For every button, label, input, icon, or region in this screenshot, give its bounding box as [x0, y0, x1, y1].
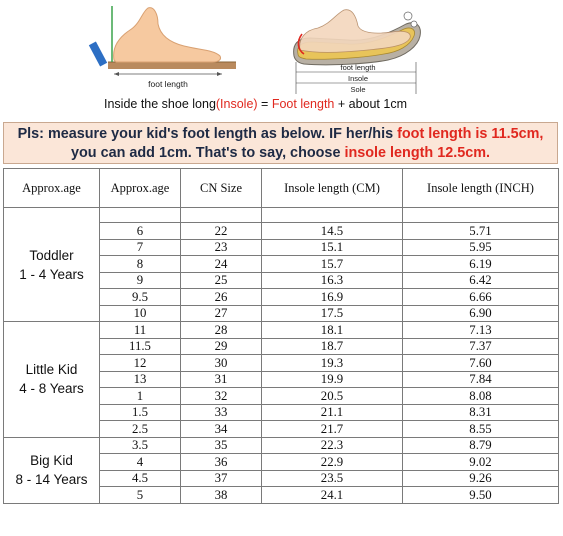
size-cell: 1.5	[100, 404, 181, 421]
insole-inch-cell: 8.08	[403, 388, 559, 405]
size-cell: 4	[100, 454, 181, 471]
measurement-illustration	[0, 0, 563, 120]
caption-prefix: Inside the shoe long	[104, 97, 216, 111]
insole-cm-cell: 23.5	[262, 470, 403, 487]
sole-label: Sole	[350, 85, 366, 94]
cn-size-cell: 28	[181, 322, 262, 339]
size-table-body	[4, 208, 559, 504]
size-cell: 9.5	[100, 289, 181, 306]
age-group-name: Toddler	[29, 247, 74, 263]
header-approx-age-size: Approx.age	[100, 169, 181, 208]
insole-cm-cell: 16.9	[262, 289, 403, 306]
cn-size-cell: 29	[181, 338, 262, 355]
insole-inch-cell: 5.71	[403, 223, 559, 240]
foot-ruler-illustration	[88, 4, 238, 92]
insole-cm-cell: 20.5	[262, 388, 403, 405]
size-cell: 8	[100, 256, 181, 273]
note-part1: Pls: measure your kid's foot length as below. IF her/his	[17, 126, 398, 142]
empty-cell	[100, 208, 181, 223]
header-cn-size: CN Size	[181, 169, 262, 208]
cn-size-cell: 36	[181, 454, 262, 471]
size-cell: 6	[100, 223, 181, 240]
cn-size-cell: 27	[181, 305, 262, 322]
insole-inch-cell: 7.37	[403, 338, 559, 355]
insole-label: Insole	[347, 74, 369, 83]
measurement-note	[3, 122, 558, 164]
age-group-name: Big Kid	[30, 453, 73, 468]
insole-inch-cell: 6.42	[403, 272, 559, 289]
measurement-caption	[0, 97, 511, 111]
cn-size-cell: 26	[181, 289, 262, 306]
insole-inch-cell: 5.95	[403, 239, 559, 256]
cn-size-cell: 34	[181, 421, 262, 438]
size-cell: 3.5	[100, 437, 181, 454]
insole-cm-cell: 15.7	[262, 256, 403, 273]
cn-size-cell: 30	[181, 355, 262, 372]
cn-size-cell: 31	[181, 371, 262, 388]
insole-inch-cell: 9.02	[403, 454, 559, 471]
insole-inch-cell: 7.84	[403, 371, 559, 388]
insole-inch-cell: 8.55	[403, 421, 559, 438]
insole-inch-cell: 9.26	[403, 470, 559, 487]
insole-cm-cell: 16.3	[262, 272, 403, 289]
empty-cell	[262, 208, 403, 223]
insole-cm-cell: 19.9	[262, 371, 403, 388]
insole-cm-cell: 21.1	[262, 404, 403, 421]
table-spacer-row	[4, 208, 559, 223]
insole-inch-cell: 7.13	[403, 322, 559, 339]
insole-inch-cell: 8.79	[403, 437, 559, 454]
insole-cm-cell: 19.3	[262, 355, 403, 372]
insole-cm-cell: 17.5	[262, 305, 403, 322]
age-group-cell	[4, 322, 100, 438]
size-cell: 7	[100, 239, 181, 256]
note-highlight-foot-length: foot length is 11.5cm,	[397, 126, 544, 142]
size-cell: 5	[100, 487, 181, 504]
insole-cm-cell: 18.1	[262, 322, 403, 339]
insole-inch-cell: 7.60	[403, 355, 559, 372]
cn-size-cell: 38	[181, 487, 262, 504]
header-insole-cm: Insole length (CM)	[262, 169, 403, 208]
age-group-range: 1 - 4 Years	[19, 266, 84, 282]
insole-inch-cell: 8.31	[403, 404, 559, 421]
size-chart-table	[3, 168, 559, 504]
caption-insole: (Insole)	[215, 97, 258, 111]
foot-length-label-left: foot length	[148, 79, 188, 89]
size-cell: 4.5	[100, 470, 181, 487]
size-cell: 11.5	[100, 338, 181, 355]
cn-size-cell: 37	[181, 470, 262, 487]
table-row	[4, 322, 559, 339]
caption-equals: =	[257, 97, 272, 111]
table-row	[4, 437, 559, 454]
cn-size-cell: 22	[181, 223, 262, 240]
empty-cell	[403, 208, 559, 223]
insole-inch-cell: 6.19	[403, 256, 559, 273]
cn-size-cell: 24	[181, 256, 262, 273]
insole-cm-cell: 22.3	[262, 437, 403, 454]
note-highlight-insole-length: insole length 12.5cm.	[344, 145, 491, 161]
cn-size-cell: 32	[181, 388, 262, 405]
cn-size-cell: 33	[181, 404, 262, 421]
insole-cm-cell: 18.7	[262, 338, 403, 355]
age-group-range: 8 - 14 Years	[15, 472, 88, 487]
insole-cm-cell: 14.5	[262, 223, 403, 240]
size-cell: 11	[100, 322, 181, 339]
insole-cm-cell: 22.9	[262, 454, 403, 471]
insole-inch-cell: 9.50	[403, 487, 559, 504]
foot-length-label-right: foot length	[340, 63, 376, 72]
caption-foot-length: Foot length	[271, 97, 335, 111]
size-cell: 9	[100, 272, 181, 289]
note-part2: you can add 1cm. That's to say, choose	[70, 145, 345, 161]
header-approx-age: Approx.age	[4, 169, 100, 208]
empty-cell	[181, 208, 262, 223]
insole-illustration	[288, 4, 426, 96]
insole-cm-cell: 24.1	[262, 487, 403, 504]
size-cell: 13	[100, 371, 181, 388]
header-insole-inch: Insole length (INCH)	[403, 169, 559, 208]
size-cell: 2.5	[100, 421, 181, 438]
age-group-range: 4 - 8 Years	[19, 381, 84, 397]
age-group-cell	[4, 208, 100, 322]
age-group-cell	[4, 437, 100, 503]
cn-size-cell: 23	[181, 239, 262, 256]
insole-inch-cell: 6.90	[403, 305, 559, 322]
table-header-row	[4, 169, 559, 208]
size-cell: 12	[100, 355, 181, 372]
insole-inch-cell: 6.66	[403, 289, 559, 306]
insole-cm-cell: 15.1	[262, 239, 403, 256]
size-cell: 1	[100, 388, 181, 405]
size-cell: 10	[100, 305, 181, 322]
cn-size-cell: 25	[181, 272, 262, 289]
age-group-name: Little Kid	[25, 362, 78, 378]
cn-size-cell: 35	[181, 437, 262, 454]
insole-cm-cell: 21.7	[262, 421, 403, 438]
caption-suffix: + about 1cm	[334, 97, 407, 111]
